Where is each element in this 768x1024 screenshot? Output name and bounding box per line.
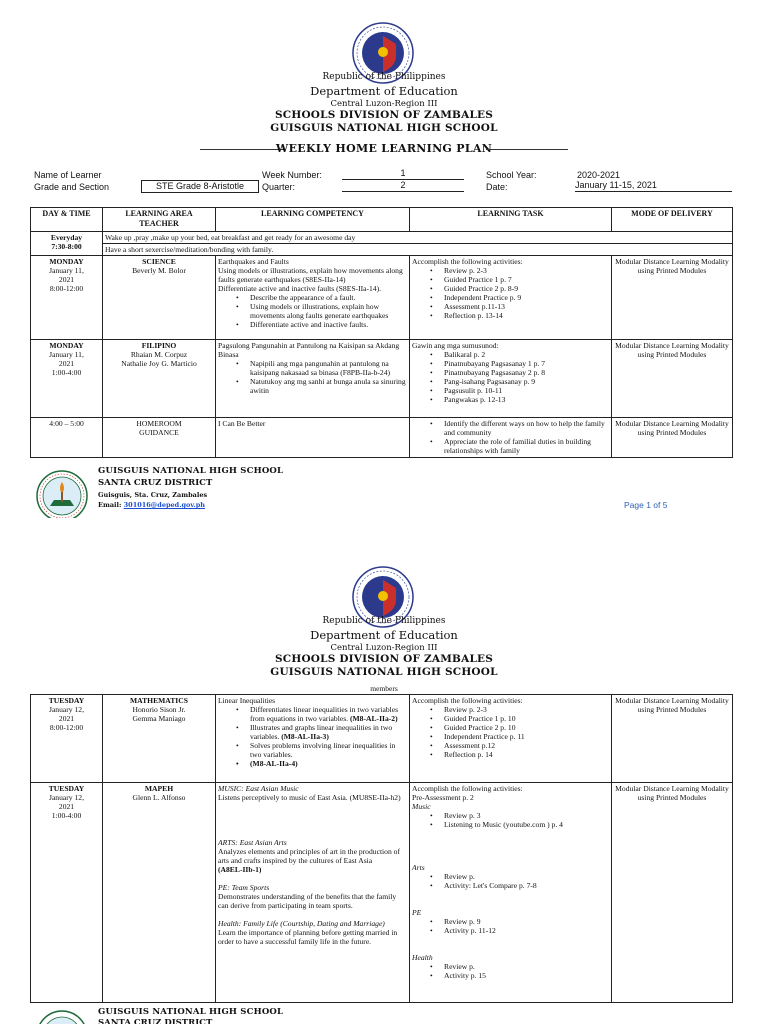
- math-comp-b2-code: (M8-AL-IIa-3): [281, 732, 329, 741]
- math-comp-b1: Differentiates linear inequalities in two variables from equations in two variables.: [250, 705, 399, 723]
- list-item: [250, 723, 407, 741]
- mapeh-day-cell: [31, 783, 103, 1003]
- math-date-1: January 12,: [48, 705, 84, 714]
- list-item: • Assessment p.12: [444, 741, 609, 750]
- math-comp-b1-code: (M8-AL-IIa-2): [349, 714, 398, 723]
- list-item: • Review p. 2-3: [444, 705, 609, 714]
- list-item: • Activity: Let's Compare p. 7-8: [444, 881, 609, 890]
- mapeh-arts-label: Arts: [412, 863, 425, 872]
- science-area-cell: [103, 256, 216, 340]
- list-item: • Appreciate the role of familial duties in building relationships with family: [444, 437, 609, 455]
- math-task-bullets: [412, 705, 609, 759]
- mapeh-task-cell: [410, 783, 612, 1003]
- mapeh-health-head: Health: Family Life (Courtship, Dating and Marriage): [218, 919, 385, 928]
- science-task-bullets: [412, 266, 609, 320]
- mapeh-pe-tasks: [412, 917, 609, 935]
- mapeh-area-cell: [103, 783, 216, 1003]
- science-teacher: Beverly M. Bolor: [132, 266, 186, 275]
- list-item: • Solves problems involving linear inequalities in two variables.: [250, 741, 407, 759]
- science-row: [31, 256, 733, 340]
- mapeh-row: [31, 783, 733, 1003]
- list-item: • Pinatnubayang Pagsasanay 1 p. 7: [444, 359, 609, 368]
- footer-address: Guisguis, Sta. Cruz, Zambales: [98, 491, 208, 499]
- mapeh-pe-head: PE: Team Sports: [218, 883, 270, 892]
- filipino-task-intro: Gawin ang mga sumusunod:: [412, 341, 499, 350]
- filipino-subject: FILIPINO: [141, 341, 177, 350]
- mapeh-day: TUESDAY: [48, 784, 85, 793]
- footer-district: SANTA CRUZ DISTRICT: [98, 478, 213, 488]
- filipino-task-bullets: [412, 350, 609, 404]
- list-item: • Using models or illustrations, explain how movements along faults generate earthquakes: [250, 302, 407, 320]
- footer-school: GUISGUIS NATIONAL HIGH SCHOOL: [98, 466, 284, 476]
- list-item: • Balikaral p. 2: [444, 350, 609, 359]
- mapeh-pe-label: PE: [412, 908, 422, 917]
- mapeh-health-tasks: [412, 962, 609, 980]
- grade-value: STE Grade 8-Aristotle: [141, 180, 259, 193]
- mapeh-competency-cell: [216, 783, 410, 1003]
- homeroom-mode-cell: Modular Distance Learning Modality using Printed Modules: [612, 418, 733, 458]
- filipino-comp-bullets: [218, 359, 407, 395]
- school-logo-icon: [36, 1010, 88, 1024]
- mapeh-mode-cell: Modular Distance Learning Modality using Printed Modules: [612, 783, 733, 1003]
- math-task-cell: [410, 695, 612, 783]
- year-value: 2020-2021: [577, 170, 621, 180]
- mapeh-date-1: January 12,: [48, 793, 84, 802]
- filipino-comp-title: Pagsulong Pangunahin at Pantulong na Kaisipan sa Akdang Binasa: [218, 341, 400, 359]
- science-date-2: 2021: [58, 275, 75, 284]
- math-area-cell: [103, 695, 216, 783]
- science-date-1: January 11,: [49, 266, 84, 275]
- filipino-task-cell: [410, 340, 612, 418]
- footer-school: GUISGUIS NATIONAL HIGH SCHOOL: [98, 1007, 284, 1017]
- mapeh-subject: MAPEH: [144, 784, 174, 793]
- math-comp-b2: Illustrates and graphs linear inequalities in two variables.: [250, 723, 393, 741]
- math-day-cell: [31, 695, 103, 783]
- school-text: GUISGUIS NATIONAL HIGH SCHOOL: [270, 666, 498, 678]
- mapeh-task-intro: Accomplish the following activities:: [412, 784, 523, 793]
- division-text: SCHOOLS DIVISION OF ZAMBALES: [274, 653, 494, 665]
- mapeh-music-label: Music: [412, 802, 431, 811]
- list-item: • Activity p. 11-12: [444, 926, 609, 935]
- math-mode-cell: Modular Distance Learning Modality using Printed Modules: [612, 695, 733, 783]
- header-learning-area: LEARNING AREA TEACHER: [103, 208, 216, 232]
- filipino-teacher-2: Nathalie Joy G. Marticio: [121, 359, 197, 368]
- filipino-time: 1:00-4:00: [51, 368, 82, 377]
- science-comp-title: Earthquakes and Faults: [218, 257, 289, 266]
- math-row: [31, 695, 733, 783]
- everyday-line-2: Have a short sexercise/meditation/bonding with family.: [103, 244, 733, 256]
- mapeh-music-head: MUSIC: East Asian Music: [218, 784, 299, 793]
- list-item: • Assessment p.11-13: [444, 302, 609, 311]
- science-subject: SCIENCE: [142, 257, 176, 266]
- filipino-day-cell: [31, 340, 103, 418]
- mapeh-task-pre: Pre-Assessment p. 2: [412, 793, 474, 802]
- footer-email-label: Email:: [98, 501, 122, 509]
- science-task-intro: Accomplish the following activities:: [412, 257, 523, 266]
- mapeh-health-text: Learn the importance of planning before getting married in order to have a successful family life in the future.: [218, 928, 398, 946]
- mapeh-arts-tasks: [412, 872, 609, 890]
- school-text: GUISGUIS NATIONAL HIGH SCHOOL: [270, 122, 498, 134]
- everyday-row-2: [31, 244, 733, 256]
- homeroom-time: 4:00 – 5:00: [31, 418, 103, 458]
- list-item: • Guided Practice 1 p. 10: [444, 714, 609, 723]
- math-teacher-1: Honorio Sison Jr.: [132, 705, 186, 714]
- list-item: • Pang-isahang Pagsasanay p. 9: [444, 377, 609, 386]
- math-task-intro: Accomplish the following activities:: [412, 696, 523, 705]
- list-item: • Identify the different ways on how to help the family and community: [444, 419, 609, 437]
- department-text: Department of Education: [310, 84, 458, 98]
- list-item: • Pinatnubayang Pagsasanay 2 p. 8: [444, 368, 609, 377]
- page-number-1: Page 1 of 5: [624, 500, 668, 510]
- department-text: Department of Education: [310, 628, 458, 642]
- header-task: LEARNING TASK: [410, 208, 612, 232]
- science-competency-cell: [216, 256, 410, 340]
- homeroom-subject-1: HOMEROOM: [136, 419, 182, 428]
- learner-label: Name of Learner: [34, 170, 102, 180]
- math-subject: MATHEMATICS: [130, 696, 188, 705]
- list-item: • Napipili ang mga pangunahin at pantulong na kaisipang nakasaad sa binasa (F8PB-IIa-b-24): [250, 359, 407, 377]
- cut-off-text: members: [370, 684, 398, 693]
- table-header-row: [31, 208, 733, 232]
- mapeh-pe-text: Demonstrates understanding of the benefits that the family can derive from participating in team sports.: [218, 892, 397, 910]
- everyday-time: 7:30-8:00: [51, 242, 82, 251]
- week-label: Week Number:: [262, 170, 322, 180]
- quarter-value: 2: [342, 180, 464, 192]
- header-mode: MODE OF DELIVERY: [612, 208, 733, 232]
- learning-plan-table-1: [30, 207, 733, 458]
- list-item: • Pangwakas p. 12-13: [444, 395, 609, 404]
- list-item: • Reflection p. 13-14: [444, 311, 609, 320]
- list-item: • Pagsusulit p. 10-11: [444, 386, 609, 395]
- footer-district: SANTA CRUZ DISTRICT: [98, 1018, 213, 1024]
- footer-email-line: [98, 501, 205, 509]
- republic-text: Republic of the Philippines: [322, 72, 446, 82]
- list-item: • Review p. 9: [444, 917, 609, 926]
- republic-text: Republic of the Philippines: [322, 616, 446, 626]
- everyday-cell: [31, 232, 103, 256]
- list-item: • Review p. 3: [444, 811, 609, 820]
- math-day: TUESDAY: [48, 696, 85, 705]
- learning-plan-table-2: [30, 694, 733, 1003]
- filipino-competency-cell: [216, 340, 410, 418]
- mapeh-time: 1:00-4:00: [51, 811, 82, 820]
- list-item: • Independent Practice p. 9: [444, 293, 609, 302]
- week-value: 1: [342, 168, 464, 180]
- document-page-2: [0, 548, 768, 1024]
- homeroom-competency: I Can Be Better: [216, 418, 410, 458]
- mapeh-health-label: Health: [412, 953, 433, 962]
- mapeh-music-text: Listens perceptively to music of East Asia. (MU8SE-IIa-h2): [218, 793, 401, 802]
- header-competency: LEARNING COMPETENCY: [216, 208, 410, 232]
- mapeh-arts-text: Analyzes elements and principles of art in the production of arts and crafts inspired by the cultures of East Asia: [218, 847, 400, 865]
- filipino-row: [31, 340, 733, 418]
- science-comp-line-1: Using models or illustrations, explain how movements along faults generate earthquakes (S8ES-IIa-14): [218, 266, 403, 284]
- title-rule-right: [486, 149, 568, 150]
- region-text: Central Luzon-Region III: [330, 99, 438, 109]
- list-item: [250, 705, 407, 723]
- science-mode-cell: Modular Distance Learning Modality using Printed Modules: [612, 256, 733, 340]
- list-item: • Guided Practice 2 p. 8-9: [444, 284, 609, 293]
- mapeh-music-tasks: [412, 811, 609, 829]
- math-comp-bullets: [218, 705, 407, 768]
- filipino-date-2: 2021: [58, 359, 75, 368]
- list-item: • Describe the appearance of a fault.: [250, 293, 407, 302]
- science-time: 8:00-12:00: [49, 284, 84, 293]
- region-text: Central Luzon-Region III: [330, 643, 438, 653]
- homeroom-subject-2: GUIDANCE: [139, 428, 179, 437]
- science-comp-line-2: Differentiate active and inactive faults (S8ES-IIa-14).: [218, 284, 382, 293]
- everyday-day: Everyday: [50, 233, 83, 242]
- filipino-date-1: January 11,: [49, 350, 84, 359]
- mapeh-date-2: 2021: [58, 802, 75, 811]
- filipino-day: MONDAY: [49, 341, 84, 350]
- everyday-line-1: Wake up ,pray ,make up your bed, eat breakfast and get ready for an awesome day: [103, 232, 733, 244]
- science-comp-bullets: [218, 293, 407, 329]
- list-item: • Natutukoy ang mg sanhi at bunga anula sa sinuring awitin: [250, 377, 407, 395]
- filipino-mode-cell: Modular Distance Learning Modality using Printed Modules: [612, 340, 733, 418]
- homeroom-area-cell: [103, 418, 216, 458]
- math-comp-title: Linear Inequalities: [218, 696, 276, 705]
- mapeh-arts-head: ARTS: East Asian Arts: [218, 838, 287, 847]
- science-day-cell: [31, 256, 103, 340]
- filipino-area-cell: [103, 340, 216, 418]
- footer-email-link[interactable]: 301016@deped.gov.ph: [123, 501, 205, 509]
- plan-title: WEEKLY HOME LEARNING PLAN: [275, 142, 493, 155]
- list-item: • Activity p. 15: [444, 971, 609, 980]
- mapeh-teacher: Glenn L. Alfonso: [132, 793, 186, 802]
- homeroom-task-cell: [410, 418, 612, 458]
- page-gap: [0, 518, 768, 548]
- list-item: • Review p.: [444, 962, 609, 971]
- header-day-time: DAY & TIME: [31, 208, 103, 232]
- filipino-teacher-1: Rhaian M. Corpuz: [130, 350, 188, 359]
- science-task-cell: [410, 256, 612, 340]
- homeroom-task-bullets: [412, 419, 609, 455]
- list-item: • Listening to Music (youtube.com ) p. 4: [444, 820, 609, 829]
- grade-label: Grade and Section: [34, 182, 110, 192]
- math-competency-cell: [216, 695, 410, 783]
- school-logo-icon: [36, 470, 88, 522]
- date-underline: [575, 191, 732, 192]
- everyday-row-1: [31, 232, 733, 244]
- list-item: • Differentiate active and inactive faults.: [250, 320, 407, 329]
- list-item: • Reflection p. 14: [444, 750, 609, 759]
- list-item: • Guided Practice 2 p. 10: [444, 723, 609, 732]
- homeroom-row: [31, 418, 733, 458]
- mapeh-arts-code: (A8EL-IIb-1): [218, 865, 262, 874]
- quarter-label: Quarter:: [262, 182, 296, 192]
- date-label: Date:: [486, 182, 508, 192]
- date-value: January 11-15, 2021: [575, 180, 732, 192]
- math-date-2: 2021: [58, 714, 75, 723]
- math-teacher-2: Gemma Maniago: [132, 714, 186, 723]
- year-label: School Year:: [486, 170, 537, 180]
- math-time: 8:00-12:00: [49, 723, 84, 732]
- list-item: • Independent Practice p. 11: [444, 732, 609, 741]
- division-text: SCHOOLS DIVISION OF ZAMBALES: [274, 109, 494, 121]
- list-item: • Guided Practice 1 p. 7: [444, 275, 609, 284]
- science-day: MONDAY: [49, 257, 84, 266]
- list-item: • (M8-AL-IIa-4): [250, 759, 407, 768]
- list-item: • Review p. 2-3: [444, 266, 609, 275]
- list-item: • Review p.: [444, 872, 609, 881]
